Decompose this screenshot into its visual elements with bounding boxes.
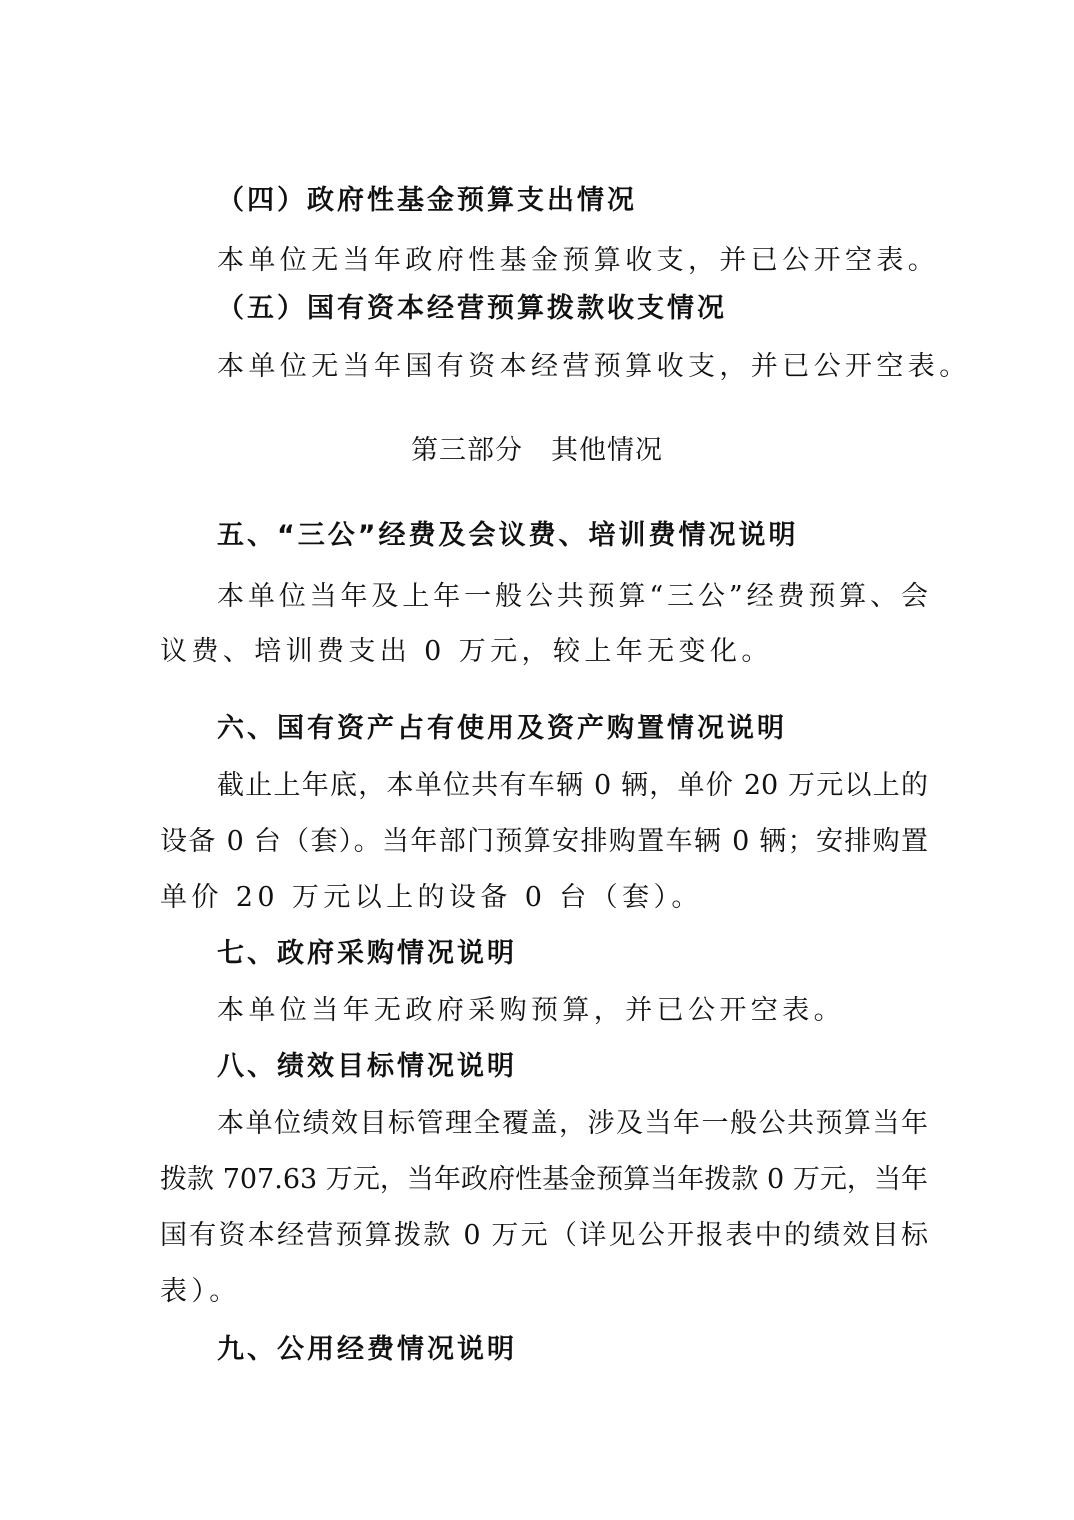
paragraph-line: 设备 0 台（套）。当年部门预算安排购置车辆 0 辆；安排购置 [160, 826, 928, 857]
paragraph-line: 本单位无当年政府性基金预算收支，并已公开空表。 [217, 245, 940, 276]
paragraph-line: 单价 20 万元以上的设备 0 台（套）。 [160, 882, 703, 913]
section-heading-government-fund-expenditure: （四）政府性基金预算支出情况 [217, 185, 637, 216]
section-heading-performance-targets: 八、绩效目标情况说明 [217, 1051, 517, 1082]
section-heading-public-expenses: 九、公用经费情况说明 [217, 1334, 517, 1365]
paragraph-line: 表）。 [160, 1276, 241, 1307]
part-title: 第三部分 其他情况 [411, 435, 663, 466]
section-heading-three-public-expenses: 五、“三公”经费及会议费、培训费情况说明 [217, 520, 799, 551]
paragraph-line: 本单位绩效目标管理全覆盖，涉及当年一般公共预算当年 [217, 1108, 928, 1139]
section-heading-state-capital-budget: （五）国有资本经营预算拨款收支情况 [217, 293, 727, 324]
section-heading-state-assets: 六、国有资产占有使用及资产购置情况说明 [217, 713, 787, 744]
paragraph-line: 本单位无当年国有资本经营预算收支，并已公开空表。 [217, 351, 971, 382]
section-heading-government-procurement: 七、政府采购情况说明 [217, 938, 517, 969]
paragraph-line: 国有资本经营预算拨款 0 万元（详见公开报表中的绩效目标 [160, 1220, 928, 1251]
paragraph-line: 议费、培训费支出 0 万元，较上年无变化。 [160, 636, 773, 667]
paragraph-line: 截止上年底，本单位共有车辆 0 辆，单价 20 万元以上的 [217, 770, 928, 801]
paragraph-line: 拨款 707.63 万元，当年政府性基金预算当年拨款 0 万元，当年 [160, 1164, 928, 1195]
paragraph-line: 本单位当年及上年一般公共预算“三公”经费预算、会 [217, 581, 928, 612]
paragraph-line: 本单位当年无政府采购预算，并已公开空表。 [217, 995, 845, 1026]
